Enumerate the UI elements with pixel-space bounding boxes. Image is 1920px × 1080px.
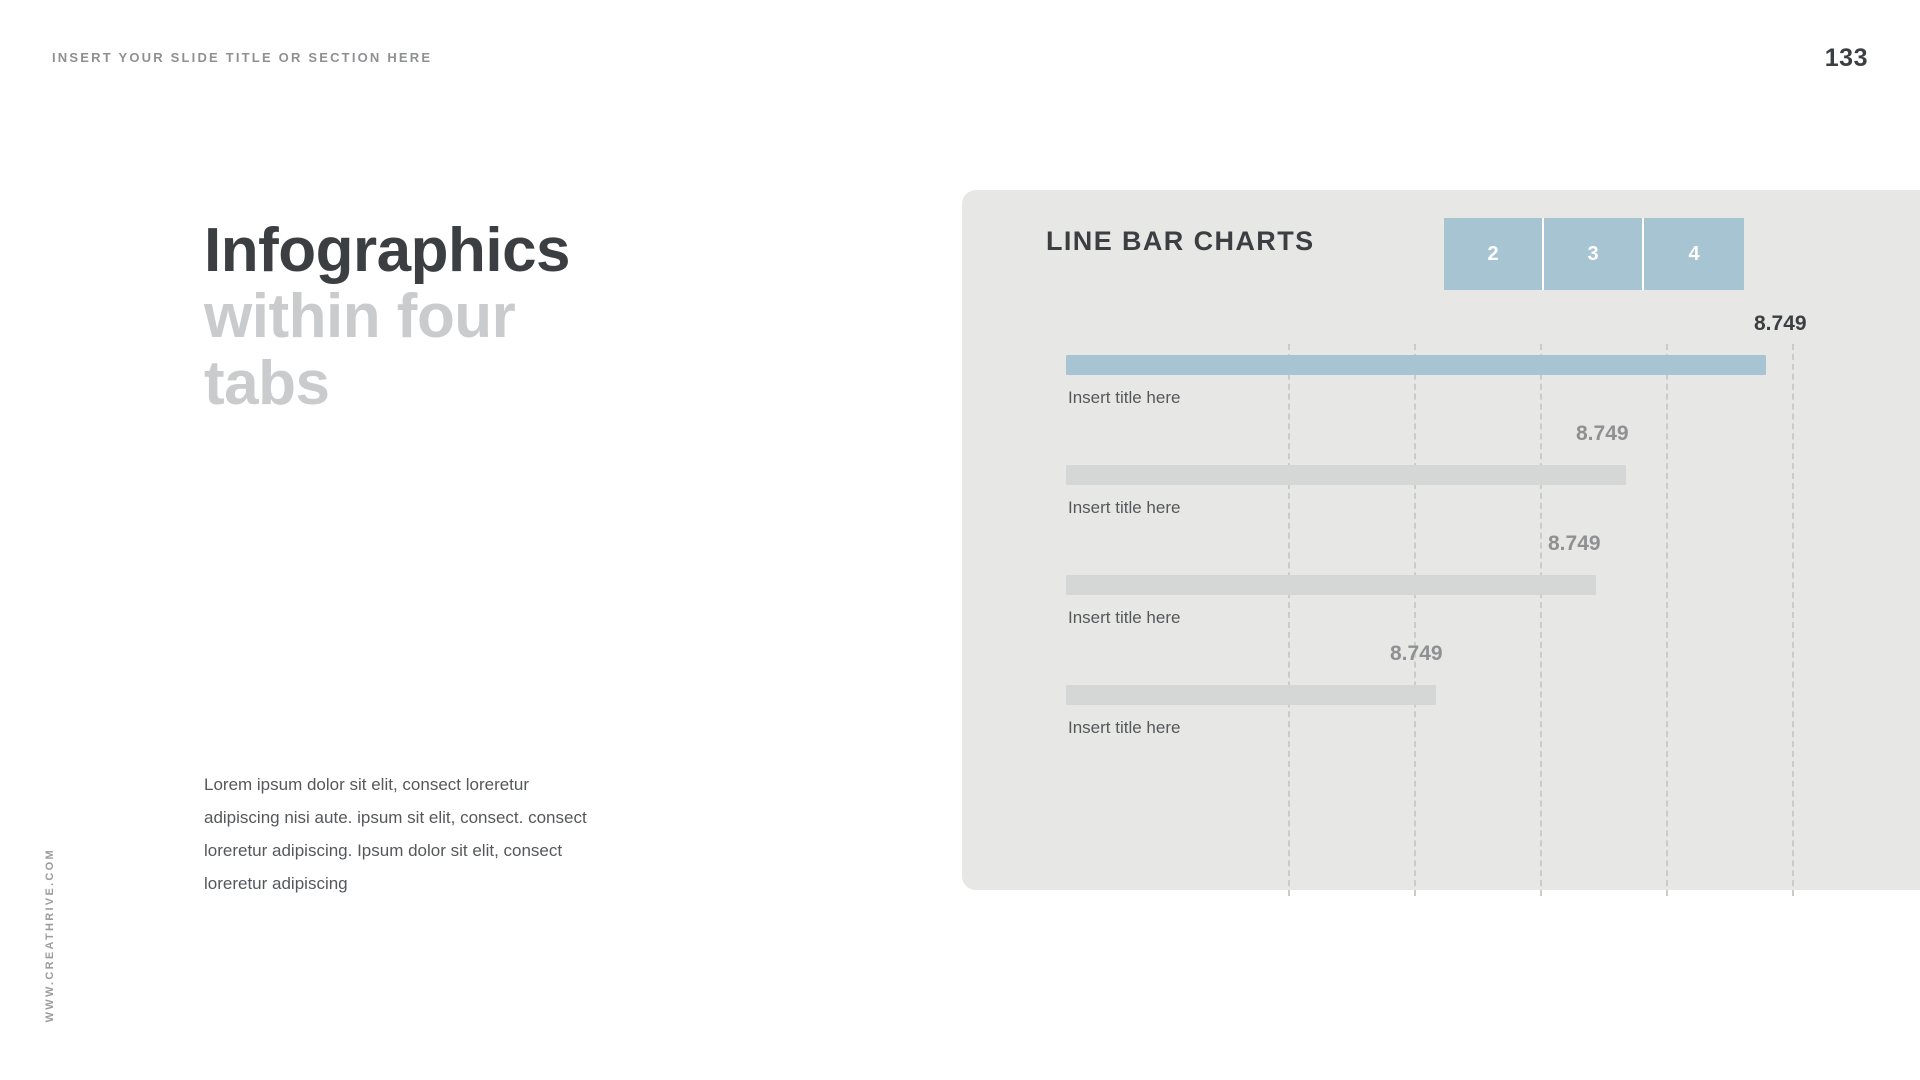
bar-2 bbox=[1066, 465, 1626, 485]
headline-line-1: Infographics bbox=[204, 216, 571, 285]
tab-3[interactable]: 3 bbox=[1544, 218, 1644, 290]
bar-4 bbox=[1066, 685, 1436, 705]
body-copy: Lorem ipsum dolor sit elit, consect loreretur adipiscing nisi aute. ipsum sit elit, consect. consect loreretur adipiscing. Ipsum dolor sit elit, consect loreretur adipiscing bbox=[204, 775, 587, 894]
headline-line-2: within four bbox=[204, 282, 516, 352]
bar-value-1: 8.749 bbox=[1754, 312, 1807, 335]
bar-label-1: Insert title here bbox=[1068, 388, 1181, 407]
page-title bbox=[204, 218, 844, 417]
bar-value-4: 8.749 bbox=[1390, 642, 1443, 665]
chart-title: LINE BAR CHARTS bbox=[1046, 226, 1315, 256]
gridline-3 bbox=[1540, 344, 1542, 896]
headline bbox=[204, 218, 844, 417]
bar-value-3: 8.749 bbox=[1548, 532, 1601, 555]
headline-line-3: tabs bbox=[204, 348, 330, 418]
bar-3 bbox=[1066, 575, 1596, 595]
bar-label-3: Insert title here bbox=[1068, 608, 1181, 627]
slide-header-title: INSERT YOUR SLIDE TITLE OR SECTION HERE bbox=[52, 50, 433, 65]
bar-label-4: Insert title here bbox=[1068, 718, 1181, 737]
bar-label-2: Insert title here bbox=[1068, 498, 1181, 517]
gridline-2 bbox=[1414, 344, 1416, 896]
gridline-4 bbox=[1666, 344, 1668, 896]
bar-chart bbox=[1062, 312, 1920, 890]
tab-bar bbox=[1444, 218, 1744, 290]
gridline-5 bbox=[1792, 344, 1794, 896]
site-url: WWW.CREATHRIVE.COM bbox=[44, 847, 56, 1022]
tab-4[interactable]: 4 bbox=[1644, 218, 1744, 290]
gridline-1 bbox=[1288, 344, 1290, 896]
slide-number: 133 bbox=[1824, 44, 1868, 72]
bar-1 bbox=[1066, 355, 1766, 375]
bar-value-2: 8.749 bbox=[1576, 422, 1629, 445]
tab-2[interactable]: 2 bbox=[1444, 218, 1544, 290]
